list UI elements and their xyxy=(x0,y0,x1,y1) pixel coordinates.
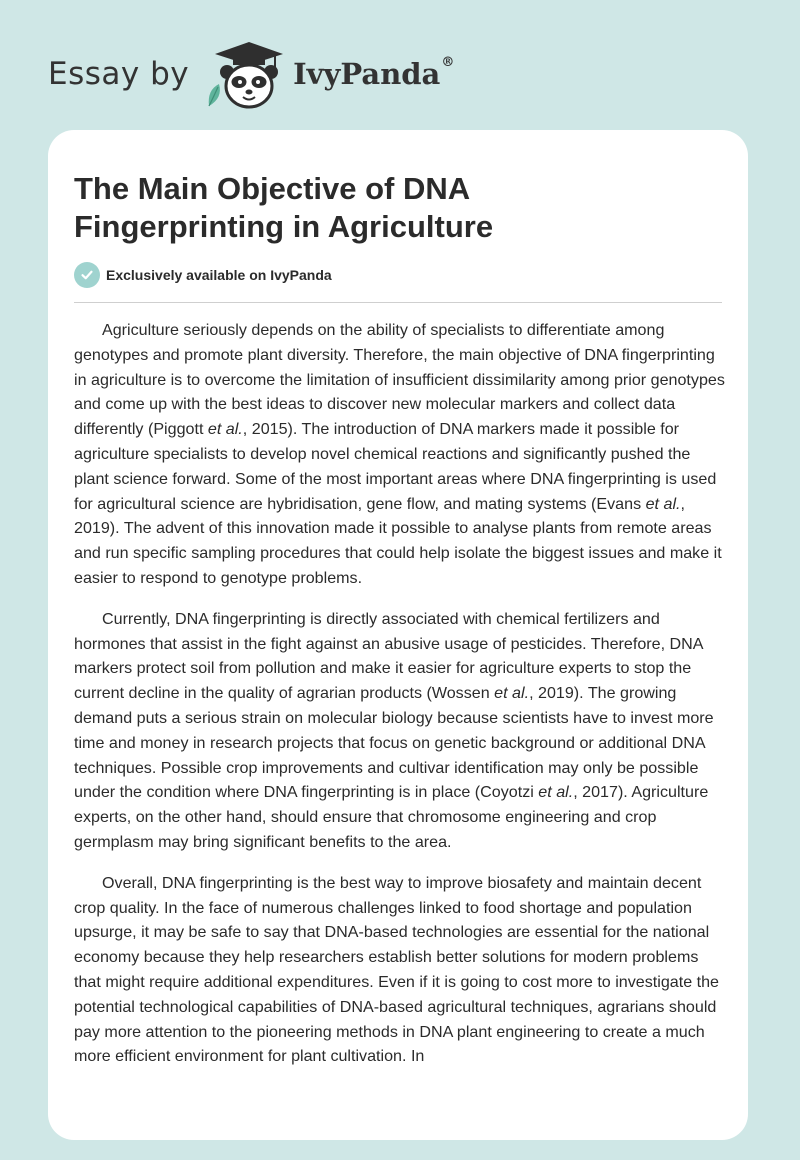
essay-paragraph-2: Currently, DNA fingerprinting is directly associated with chemical fertilizers and hormones that assist in the fight against an abusive usage of pesticides. Therefore, DNA markers protect soil from pollution and make it easier for agriculture experts to stop the current decline in the quality of agrarian products (Wossen et al., 2019). The growing demand puts a serious strain on molecular biology because scientists have to invest more time and money in research projects that focus on genetic background or additional DNA techniques. Possible crop improvements and cultivar identification may only be possible under the condition where DNA fingerprinting is in place (Coyotzi et al., 2017). Agriculture experts, on the other hand, should ensure that chromosome engineering and crop germplasm may bring significant benefits to the area. xyxy=(74,609,714,851)
check-circle-icon xyxy=(74,262,100,288)
registered-mark: ® xyxy=(441,55,455,70)
exclusive-badge xyxy=(74,262,332,288)
essay-body xyxy=(74,318,726,1085)
panda-graduate-logo-icon[interactable] xyxy=(205,36,287,112)
brand-prefix: Essay by xyxy=(48,56,190,92)
divider xyxy=(74,302,722,303)
essay-paragraph-3: Overall, DNA fingerprinting is the best way to improve biosafety and maintain decent crop quality. In the face of numerous challenges linked to food shortage and population upsurge, it may be safe to say that DNA-based technologies are essential for the national economy because they help researchers establish better solutions for modern problems that might require additional expenditures. Even if it is going to cost more to investigate the potential technological capabilities of DNA-based agricultural techniques, agrarians should pay more attention to the pioneering methods in DNA plant engineering to create a much more efficient environment for plant cultivation. In xyxy=(74,873,720,1066)
exclusive-badge-label: Exclusively available on IvyPanda xyxy=(106,267,332,283)
brand-name[interactable]: IvyPanda® xyxy=(293,55,455,91)
essay-card xyxy=(48,130,748,1140)
essay-title: The Main Objective of DNA Fingerprinting in Agriculture xyxy=(74,171,494,244)
essay-paragraph-1: Agriculture seriously depends on the ability of specialists to differentiate among genotypes and promote plant diversity. Therefore, the main objective of DNA fingerprinting in agriculture is to overcome the limitation of insufficient dissimilarity among prior genotypes and come up with the best ideas to discover new molecular markers and collect data differently (Piggott et al., 2015). The introduction of DNA markers made it possible for agriculture specialists to develop novel chemical reactions and significantly pushed the plant science forward. Some of the most important areas where DNA fingerprinting is used for agricultural science are hybridisation, gene flow, and mating systems (Evans et al., 2019). The advent of this innovation made it possible to analyse plants from remote areas and run specific sampling procedures that could help isolate the biggest issues and make it easier to respond to genotype problems. xyxy=(74,321,725,587)
site-header xyxy=(48,34,454,114)
